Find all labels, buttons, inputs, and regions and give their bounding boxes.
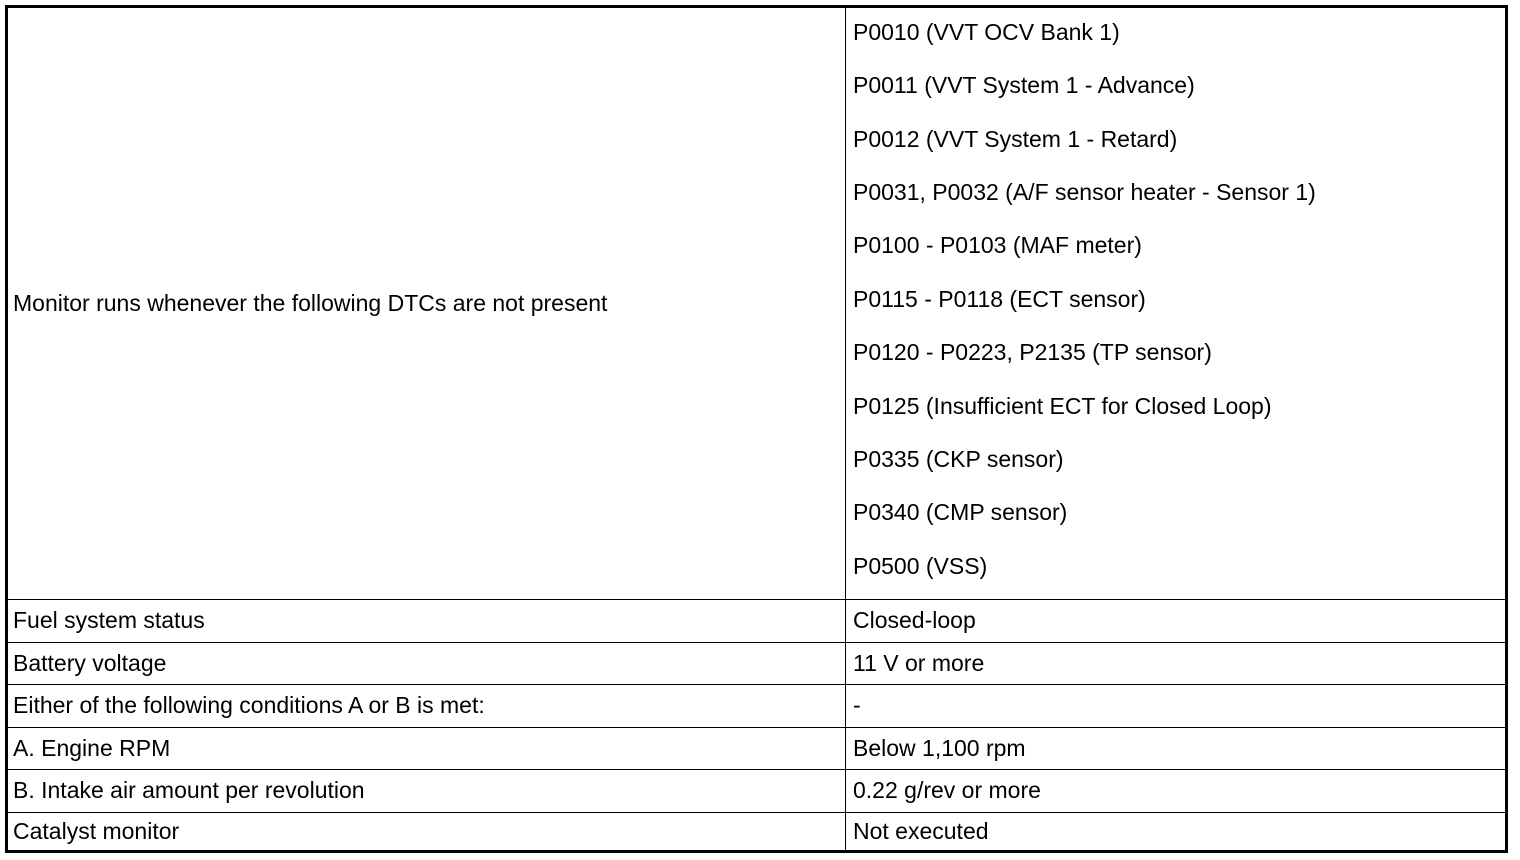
table-row: [8, 813, 1505, 851]
dtc-item: P0031, P0032 (A/F sensor heater - Sensor 1): [853, 179, 1316, 206]
dtc-item: P0011 (VVT System 1 - Advance): [853, 72, 1195, 99]
dtc-item: P0100 - P0103 (MAF meter): [853, 232, 1142, 259]
row-value: 0.22 g/rev or more: [853, 777, 1041, 804]
dtc-item: P0115 - P0118 (ECT sensor): [853, 285, 1146, 312]
dtc-item: P0010 (VVT OCV Bank 1): [853, 19, 1120, 45]
dtc-condition-label: Monitor runs whenever the following DTCs are not present: [13, 290, 608, 316]
table-cell-label: [8, 685, 846, 727]
row-label: Fuel system status: [13, 607, 205, 634]
table-row: [8, 770, 1505, 813]
dtc-item: P0335 (CKP sensor): [853, 445, 1064, 472]
row-label: Catalyst monitor: [13, 817, 180, 844]
table-cell-value: [846, 770, 1505, 812]
row-label: Battery voltage: [13, 649, 167, 676]
table-cell-label: [8, 600, 846, 642]
dtc-item: P0012 (VVT System 1 - Retard): [853, 125, 1178, 152]
table-cell-label: [8, 8, 846, 599]
table-cell-label: [8, 770, 846, 812]
dtc-item: P0500 (VSS): [853, 552, 988, 579]
row-value: Below 1,100 rpm: [853, 734, 1026, 761]
row-label: B. Intake air amount per revolution: [13, 777, 365, 804]
table-cell-value: [846, 813, 1505, 851]
row-label: A. Engine RPM: [13, 734, 171, 761]
table-cell-label: [8, 813, 846, 851]
dtc-item: P0340 (CMP sensor): [853, 499, 1068, 526]
table-cell-value: [846, 643, 1505, 685]
row-value: 11 V or more: [853, 649, 985, 676]
table-cell-value: [846, 728, 1505, 770]
row-value: Not executed: [853, 817, 989, 844]
row-label: Either of the following conditions A or B is met:: [13, 692, 485, 719]
table-row: [8, 643, 1505, 686]
table-cell-label: [8, 643, 846, 685]
dtc-list: [846, 8, 1505, 599]
table-row: [8, 685, 1505, 728]
conditions-table: [5, 5, 1508, 853]
row-value: -: [853, 692, 861, 719]
dtc-item: P0125 (Insufficient ECT for Closed Loop): [853, 392, 1272, 419]
table-cell-value: [846, 600, 1505, 642]
dtc-item: P0120 - P0223, P2135 (TP sensor): [853, 339, 1212, 366]
table-row: [8, 600, 1505, 643]
table-row-dtc-conditions: [8, 8, 1505, 600]
table-cell-label: [8, 728, 846, 770]
row-value: Closed-loop: [853, 607, 976, 634]
table-row: [8, 728, 1505, 771]
table-cell-value: [846, 685, 1505, 727]
